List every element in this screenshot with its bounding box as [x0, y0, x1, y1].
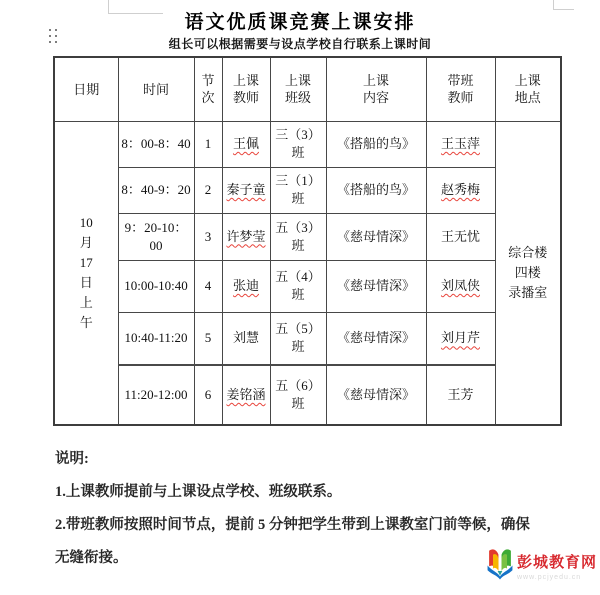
header-row — [54, 57, 561, 121]
period-cell: 1 — [194, 121, 222, 167]
header-teacher: 上课 教师 — [222, 57, 270, 121]
escort-cell: 王玉萍 — [426, 121, 495, 167]
date-cell: 10 月 17 日 上 午 — [54, 121, 118, 425]
logo-text: 彭城教育网 — [517, 554, 598, 571]
content-cell: 《搭船的鸟》 — [326, 121, 426, 167]
escort-cell: 王芳 — [426, 365, 495, 425]
time-cell: 10:00-10:40 — [118, 260, 194, 312]
time-cell: 8：00-8：40 — [118, 121, 194, 167]
location-cell: 综合楼 四楼 录播室 — [495, 121, 561, 425]
class-cell: 三（1）班 — [270, 167, 326, 213]
time-cell: 8：40-9：20 — [118, 167, 194, 213]
time-cell: 11:20-12:00 — [118, 365, 194, 425]
notes-section — [55, 443, 560, 575]
content-cell: 《慈母情深》 — [326, 213, 426, 260]
note-item: 2.带班教师按照时间节点，提前 5 分钟把学生带到上课教室门前等候，确保 — [55, 517, 530, 533]
time-cell: 10:40-11:20 — [118, 312, 194, 365]
content-cell: 《慈母情深》 — [326, 312, 426, 365]
table-row — [54, 121, 561, 167]
period-cell: 2 — [194, 167, 222, 213]
header-time: 时间 — [118, 57, 194, 121]
period-cell: 5 — [194, 312, 222, 365]
class-cell: 五（3）班 — [270, 213, 326, 260]
notes-heading: 说明: — [55, 451, 89, 467]
teacher-cell: 刘慧 — [222, 312, 270, 365]
header-period: 节 次 — [194, 57, 222, 121]
header-content: 上课 内容 — [326, 57, 426, 121]
open-book-icon — [486, 544, 514, 584]
header-class: 上课 班级 — [270, 57, 326, 121]
note-item: 1.上课教师提前与上课设点学校、班级联系。 — [55, 484, 342, 500]
content-cell: 《慈母情深》 — [326, 260, 426, 312]
page-title: 语文优质课竞赛上课安排 — [184, 12, 416, 33]
period-cell: 6 — [194, 365, 222, 425]
class-cell: 五（6）班 — [270, 365, 326, 425]
teacher-cell: 王佩 — [222, 121, 270, 167]
header-escort: 带班 教师 — [426, 57, 495, 121]
class-cell: 三（3）班 — [270, 121, 326, 167]
escort-cell: 赵秀梅 — [426, 167, 495, 213]
schedule-table — [53, 56, 562, 426]
table-row — [54, 365, 561, 425]
escort-cell: 刘凤侠 — [426, 260, 495, 312]
header-location: 上课 地点 — [495, 57, 561, 121]
class-cell: 五（4）班 — [270, 260, 326, 312]
class-cell: 五（5）班 — [270, 312, 326, 365]
teacher-cell: 秦子童 — [222, 167, 270, 213]
escort-cell: 王无忧 — [426, 213, 495, 260]
content-cell: 《搭船的鸟》 — [326, 167, 426, 213]
site-logo — [486, 544, 597, 584]
table-row — [54, 260, 561, 312]
logo-watermark: www.pcjyedu.cn — [517, 574, 582, 581]
period-cell: 4 — [194, 260, 222, 312]
content-cell: 《慈母情深》 — [326, 365, 426, 425]
time-cell: 9：20-10：00 — [118, 213, 194, 260]
page-subtitle: 组长可以根据需要与设点学校自行联系上课时间 — [168, 37, 432, 51]
header-date: 日期 — [54, 57, 118, 121]
teacher-cell: 姜铭涵 — [222, 365, 270, 425]
table-row — [54, 167, 561, 213]
table-row — [54, 213, 561, 260]
teacher-cell: 张迪 — [222, 260, 270, 312]
teacher-cell: 许梦莹 — [222, 213, 270, 260]
escort-cell: 刘月芹 — [426, 312, 495, 365]
period-cell: 3 — [194, 213, 222, 260]
note-item: 无缝衔接。 — [55, 550, 128, 566]
table-row — [54, 312, 561, 365]
